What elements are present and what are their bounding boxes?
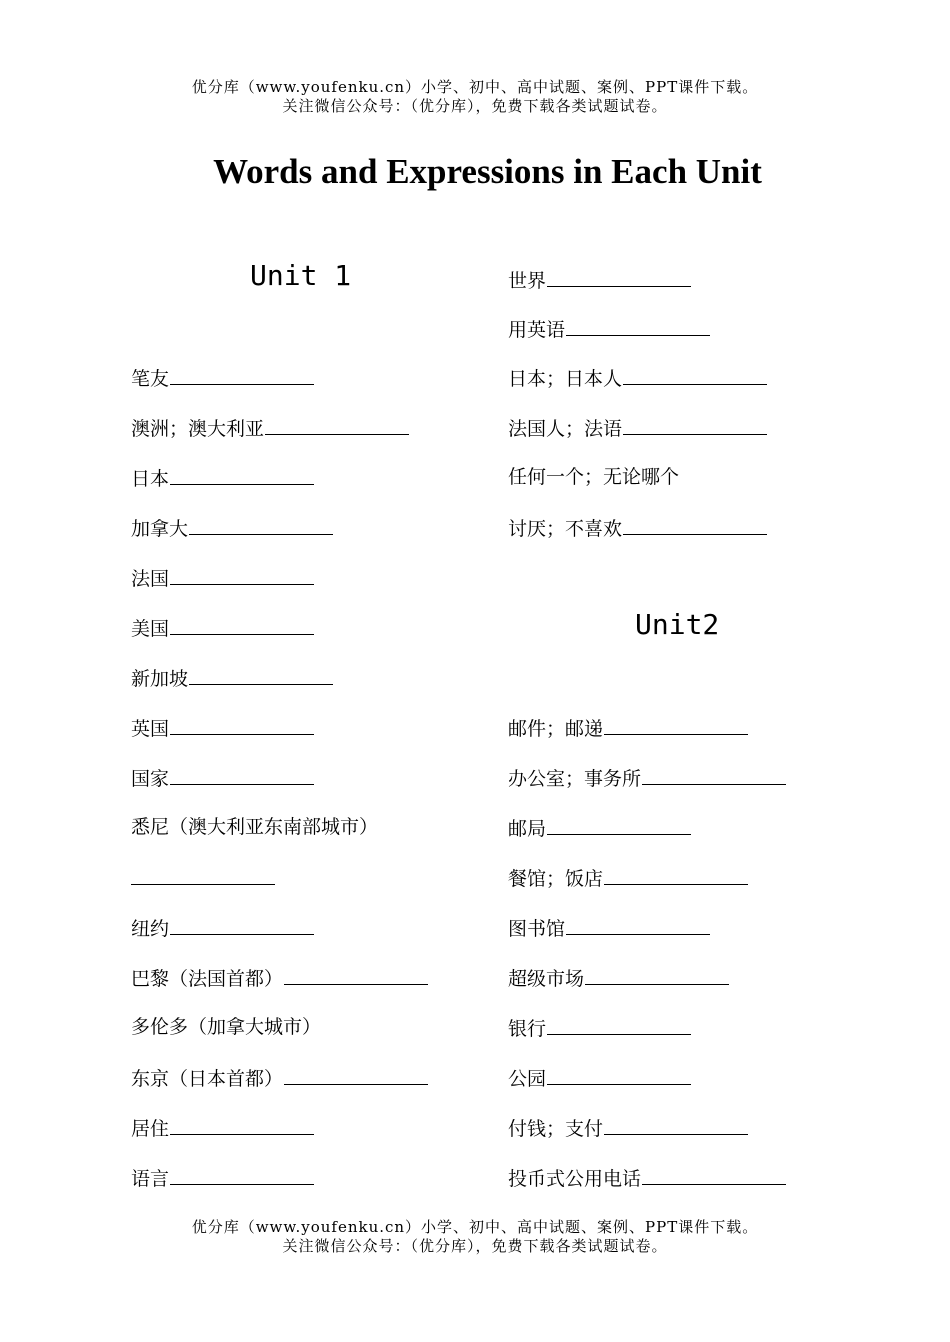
- answer-blank[interactable]: [170, 1114, 314, 1135]
- vocab-item: 世界: [508, 266, 691, 294]
- vocab-item: 国家: [131, 764, 314, 792]
- answer-blank[interactable]: [189, 664, 333, 685]
- vocab-item: 澳洲；澳大利亚: [131, 414, 409, 442]
- answer-blank[interactable]: [642, 764, 786, 785]
- answer-blank[interactable]: [566, 315, 710, 336]
- answer-blank[interactable]: [170, 914, 314, 935]
- vocab-item: 日本；日本人: [508, 364, 767, 392]
- vocab-item: 讨厌；不喜欢: [508, 514, 767, 542]
- answer-blank[interactable]: [604, 864, 748, 885]
- vocab-item: 用英语: [508, 315, 710, 343]
- answer-blank[interactable]: [642, 1164, 786, 1185]
- answer-blank[interactable]: [131, 864, 275, 885]
- vocab-item: 巴黎（法国首都）: [131, 964, 428, 992]
- answer-blank[interactable]: [170, 564, 314, 585]
- vocab-item: 居住: [131, 1114, 314, 1142]
- vocab-item: 办公室；事务所: [508, 764, 786, 792]
- unit-2-heading: Unit2: [635, 608, 720, 641]
- vocab-item: 笔友: [131, 364, 314, 392]
- answer-blank[interactable]: [284, 1064, 428, 1085]
- vocab-item: 纽约: [131, 914, 314, 942]
- vocab-item: 邮局: [508, 814, 691, 842]
- unit-1-heading: Unit 1: [250, 259, 352, 292]
- vocab-item: 银行: [508, 1014, 691, 1042]
- answer-blank[interactable]: [604, 714, 748, 735]
- vocab-item: 餐馆；饭店: [508, 864, 748, 892]
- answer-blank[interactable]: [265, 414, 409, 435]
- answer-blank[interactable]: [170, 364, 314, 385]
- answer-blank[interactable]: [189, 514, 333, 535]
- vocab-item: 语言: [131, 1164, 314, 1192]
- answer-blank[interactable]: [170, 714, 314, 735]
- answer-blank[interactable]: [623, 414, 767, 435]
- answer-blank[interactable]: [547, 814, 691, 835]
- vocab-item: 任何一个；无论哪个: [508, 466, 680, 488]
- vocab-item: 法国: [131, 564, 314, 592]
- answer-blank[interactable]: [604, 1114, 748, 1135]
- vocab-item-blank-line: [131, 864, 275, 892]
- vocab-item: 邮件；邮递: [508, 714, 748, 742]
- answer-blank[interactable]: [547, 1014, 691, 1035]
- vocab-item: 付钱；支付: [508, 1114, 748, 1142]
- answer-blank[interactable]: [623, 364, 767, 385]
- answer-blank[interactable]: [547, 266, 691, 287]
- notice-line-1: 优分库（www.youfenku.cn）小学、初中、高中试题、案例、PPT课件下载。: [191, 1218, 759, 1236]
- vocab-item: 多伦多（加拿大城市）: [131, 1016, 322, 1038]
- notice-line-1: 优分库（www.youfenku.cn）小学、初中、高中试题、案例、PPT课件下载。: [191, 78, 759, 96]
- vocab-item: 公园: [508, 1064, 691, 1092]
- vocab-item: 投币式公用电话: [508, 1164, 786, 1192]
- vocab-item: 日本: [131, 464, 314, 492]
- answer-blank[interactable]: [566, 914, 710, 935]
- vocab-item: 美国: [131, 614, 314, 642]
- vocab-item: 法国人；法语: [508, 414, 767, 442]
- vocab-item: 加拿大: [131, 514, 333, 542]
- vocab-item: 超级市场: [508, 964, 729, 992]
- page-title: Words and Expressions in Each Unit: [213, 152, 762, 191]
- notice-line-2: 关注微信公众号：（优分库），免费下载各类试题试卷。: [282, 97, 668, 115]
- answer-blank[interactable]: [284, 964, 428, 985]
- answer-blank[interactable]: [170, 1164, 314, 1185]
- answer-blank[interactable]: [170, 764, 314, 785]
- footer-notice: [0, 1218, 950, 1256]
- notice-line-2: 关注微信公众号：（优分库），免费下载各类试题试卷。: [282, 1237, 668, 1255]
- answer-blank[interactable]: [547, 1064, 691, 1085]
- answer-blank[interactable]: [623, 514, 767, 535]
- vocab-item: 英国: [131, 714, 314, 742]
- answer-blank[interactable]: [585, 964, 729, 985]
- vocab-item: 东京（日本首都）: [131, 1064, 428, 1092]
- answer-blank[interactable]: [170, 464, 314, 485]
- vocab-item: 悉尼（澳大利亚东南部城市）: [131, 816, 379, 838]
- vocab-item: 图书馆: [508, 914, 710, 942]
- answer-blank[interactable]: [170, 614, 314, 635]
- header-notice: [0, 78, 950, 116]
- vocab-item: 新加坡: [131, 664, 333, 692]
